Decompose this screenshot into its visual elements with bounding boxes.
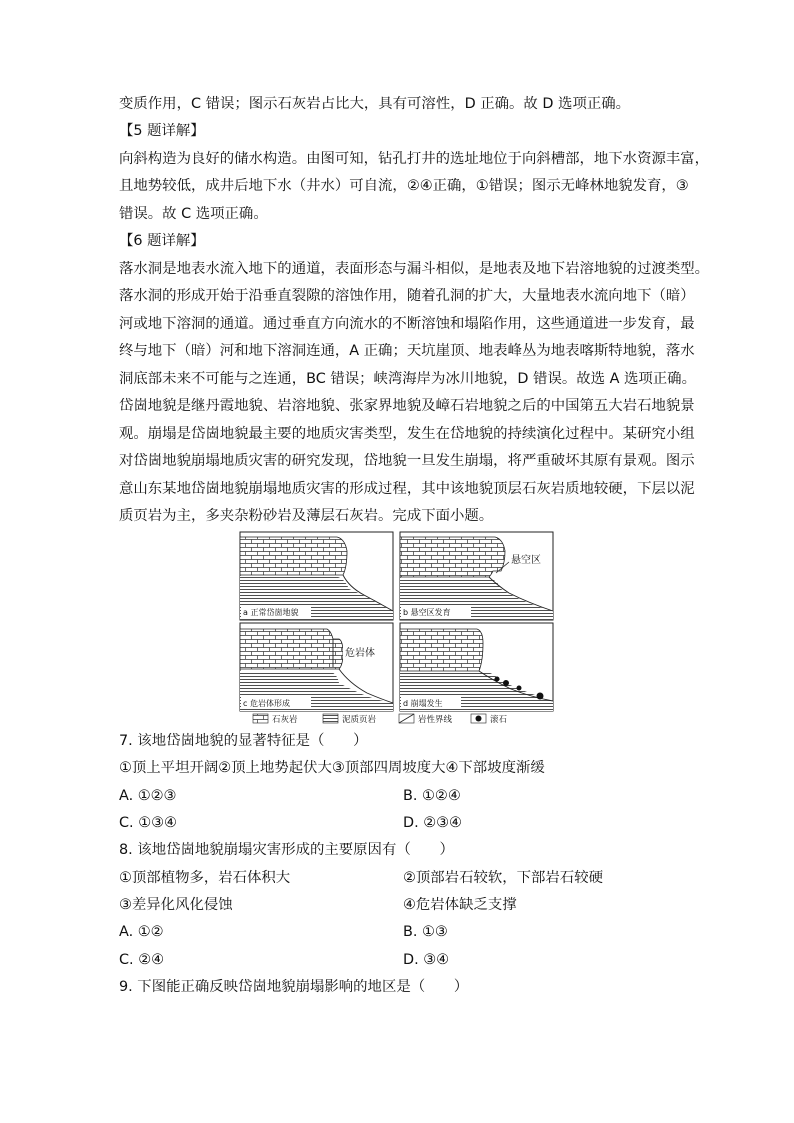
question-7-option-a[interactable]: A. ①②③	[119, 788, 177, 804]
text-line: 河或地下溶洞的通道。通过垂直方向流水的不断溶蚀和塌陷作用，这些通道进一步发育，最	[119, 316, 695, 332]
rockfall-icon	[476, 716, 482, 722]
question-7-option-d[interactable]: D. ②③④	[403, 815, 462, 831]
text-line: 落水洞的形成开始于沿垂直裂隙的溶蚀作用，随着孔洞的扩大，大量地表水流向地下（暗）	[119, 288, 695, 304]
rockfall-dot	[517, 686, 522, 691]
panel-b	[400, 532, 553, 620]
question-8-option-b[interactable]: B. ①③	[403, 924, 448, 940]
dangerous-rock-callout: 危岩体	[345, 648, 375, 659]
text-line: 质页岩为主，多夹杂粉砂岩及薄层石灰岩。完成下面小题。	[119, 508, 494, 524]
legend-shale: 泥质页岩	[342, 715, 377, 725]
shale-swatch-icon	[323, 714, 338, 723]
section-heading: 【5 题详解】	[119, 123, 205, 139]
question-8-option-a[interactable]: A. ①②	[119, 924, 164, 940]
limestone-swatch-icon	[253, 714, 268, 723]
question-7-option-c[interactable]: C. ①③④	[119, 815, 177, 831]
question-8-statement-2: ②顶部岩石较软，下部岩石较硬	[403, 870, 603, 886]
text-line: 观。崩塌是岱崮地貌最主要的地质灾害类型，发生在岱地貌的持续演化过程中。某研究小组	[119, 426, 695, 442]
figure-legend	[253, 714, 508, 725]
text-line: 向斜构造为良好的储水构造。由图可知，钻孔打井的选址地位于向斜槽部，地下水资源丰富，	[119, 151, 710, 167]
text-line: 落水洞是地表水流入地下的通道，表面形态与漏斗相似，是地表及地下岩溶地貌的过渡类型。	[119, 261, 710, 277]
text-line: 对岱崮地貌崩塌地质灾害的研究发现，岱地貌一旦发生崩塌，将严重破坏其原有景观。图示	[119, 453, 695, 469]
text-line: 错误。故 C 选项正确。	[119, 206, 268, 222]
panel-d-label: d 崩塌发生	[403, 699, 443, 708]
text-line: 且地势较低，成井后地下水（井水）可自流，②④正确，①错误；图示无峰林地貌发育，③	[119, 178, 689, 194]
panel-c	[240, 623, 393, 711]
question-7-statements: ①顶上平坦开阔②顶上地势起伏大③顶部四周坡度大④下部坡度渐缓	[119, 760, 545, 776]
question-8-statement-1: ①顶部植物多，岩石体积大	[119, 870, 291, 886]
panel-d	[400, 623, 553, 711]
text-line: 洞底部未来不可能与之连通，BC 错误；峡湾海岸为冰川地貌，D 错误。故选 A 选项正确。	[119, 371, 696, 387]
collapse-process-figure	[239, 531, 555, 725]
question-8-option-c[interactable]: C. ②④	[119, 952, 164, 968]
question-8-stem: 8. 该地岱崮地貌崩塌灾害形成的主要原因有（ ）	[119, 842, 454, 858]
text-line: 终与地下（暗）河和地下溶洞连通，A 正确；天坑崖顶、地表峰丛为地表喀斯特地貌，落水	[119, 343, 695, 359]
panel-b-label: b 悬空区发育	[403, 608, 451, 617]
text-line: 变质作用，C 错误；图示石灰岩占比大，具有可溶性，D 正确。故 D 选项正确。	[119, 96, 631, 112]
text-line: 意山东某地岱崮地貌崩塌地质灾害的形成过程，其中该地貌顶层石灰岩质地较硬，下层以泥	[119, 481, 695, 497]
question-9-stem: 9. 下图能正确反映岱崮地貌崩塌影响的地区是（ ）	[119, 979, 469, 995]
question-8-option-d[interactable]: D. ③④	[403, 952, 450, 968]
text-line: 岱崮地貌是继丹霞地貌、岩溶地貌、张家界地貌及嶂石岩地貌之后的中国第五大岩石地貌景	[119, 398, 695, 414]
legend-limestone: 石灰岩	[272, 715, 298, 725]
panel-a	[240, 532, 393, 620]
panel-a-label: a 正常岱崮地貌	[243, 608, 299, 617]
question-7-stem: 7. 该地岱崮地貌的显著特征是（ ）	[119, 733, 368, 749]
legend-rockfall: 滚石	[490, 715, 508, 725]
rockfall-dot	[537, 693, 544, 700]
question-8-statement-3: ③差异化风化侵蚀	[119, 897, 233, 913]
section-heading: 【6 题详解】	[119, 233, 205, 249]
panel-c-label: c 危岩体形成	[243, 699, 290, 708]
overhang-zone-callout: 悬空区	[511, 555, 541, 566]
rockfall-dot	[495, 677, 500, 682]
question-8-statement-4: ④危岩体缺乏支撑	[403, 897, 517, 913]
question-7-option-b[interactable]: B. ①②④	[403, 788, 461, 804]
legend-boundary: 岩性界线	[418, 715, 453, 725]
rockfall-dot	[503, 680, 509, 686]
